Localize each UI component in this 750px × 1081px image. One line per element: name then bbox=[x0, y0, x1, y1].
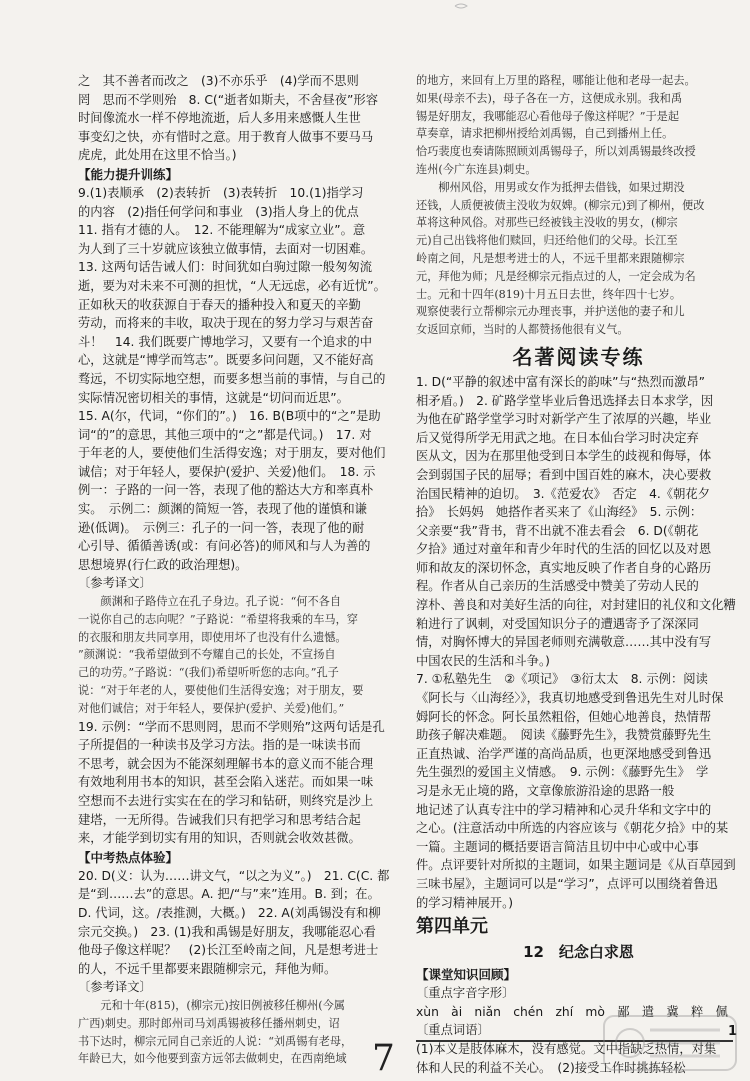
translation-line: 女返回京师，当时的人都赞扬他很有义气。 bbox=[416, 323, 629, 337]
reading-answer-line: 淳朴、善良和对美好生活的向往，对封建旧的礼仪和文化糟 bbox=[416, 598, 736, 613]
left-text-line: 为人到了三十岁就应该独立做事情，去面对一切困难。 bbox=[78, 241, 374, 256]
pinyin-row: xùn ài niǎn chén zhí mò 鄙 遣 冀 粹 佩 bbox=[416, 1004, 728, 1019]
left-text-line: 逊(低调)。 示例三：孔子的一问一答，表现了他的耐 bbox=[78, 520, 365, 535]
reading-answer-line: 后又觉得所学无用武之地。在日本仙台学习时决定弃 bbox=[416, 430, 699, 445]
translation-line: 元)自己出钱将他们赎回，归还给他们的父母。长江至 bbox=[416, 234, 678, 248]
scan-edge-shading bbox=[0, 0, 750, 40]
sub-heading-vocabulary: 〔重点词语〕 bbox=[416, 1023, 490, 1038]
translation-line: 观察使裴行立帮柳宗元办理丧事，并护送他的妻子和儿 bbox=[416, 305, 685, 319]
reading-answer-line: 之心。(注意活动中所选的内容应该与《朝花夕拾》中的某 bbox=[416, 821, 729, 836]
translation-line: 的地方，来回有上万里的路程，哪能让他和老母一起去。 bbox=[416, 74, 696, 87]
vocab-answer-line: 体和人民的利益不关心。 (2)接受工作时挑拣轻松 bbox=[416, 1060, 686, 1075]
left-text-line: ”颜渊说：“我希望做到不夸耀自己的长处，不宣扬自 bbox=[78, 648, 336, 662]
left-text-line: 有效地利用书本的知识，甚至会陷入迷茫。而如果一味 bbox=[78, 775, 374, 790]
translation-line: 锡是好朋友，我哪能忍心看他母子像这样呢？”于是起 bbox=[416, 109, 680, 123]
unit-title: 第四单元 bbox=[416, 916, 488, 938]
left-text-line: 20. D(义：认为……讲文气，“以之为义”。) 21. C(C. 都 bbox=[78, 868, 390, 883]
left-text-line: 斗！ 14. 我们既要广博地学习，又要有一个追求的中 bbox=[78, 334, 372, 349]
left-text-line: 子所提倡的一种读书及学习方法。指的是一味读书而 bbox=[78, 738, 361, 753]
left-text-line: 实。 示例二：颜渊的简短一答，表现了他的谨慎和谦 bbox=[78, 502, 367, 517]
translation-line: 元，拜他为师；凡是经柳宗元指点过的人，一定会成为名 bbox=[416, 269, 696, 283]
left-text-line: 实际情况密切相关的事情，这就是“切问而近思”。 bbox=[78, 390, 349, 405]
left-text-line: 诚信；对于年轻人，要保护(爱护、关爱)他们。 18. 示 bbox=[78, 464, 376, 479]
page-number: 1 bbox=[728, 1024, 738, 1039]
left-text-line: 逝，要为对未来不可测的担忧，“人无远虑，必有近忧”。 bbox=[78, 278, 386, 293]
reading-answer-line: 地记述了认真专注中的学习精神和心灵升华和文字中的 bbox=[416, 802, 712, 817]
reading-answer-line: 父亲要“我”背书，背不出就不准去看会 6. D(《朝花 bbox=[416, 523, 699, 538]
left-text-line: 空想而不去进行实实在在的学习和钻研，则终究是沙上 bbox=[78, 793, 374, 808]
left-text-line: 是“到……去”的意思。A. 把/“与”来”连用。B. 到；在。 bbox=[78, 887, 380, 902]
left-text-line: 劳动，而将来的丰收，取决于现在的努力学习与艰苦奋 bbox=[78, 316, 374, 331]
left-text-line: 〔参考译文〕 bbox=[78, 980, 152, 995]
left-text-line: 广西)刺史。那时郎州司马刘禹锡被移任播州刺史，诏 bbox=[78, 1016, 340, 1030]
reading-answer-line: 会到弱国子民的屈辱；看到中国百姓的麻木，决心要救 bbox=[416, 467, 712, 482]
reading-answer-line: 治国民精神的迫切。 3.《范爱农》 否定 4.《朝花夕 bbox=[416, 486, 710, 501]
translation-line: 革将这种风俗。对那些已经被钱主没收的男女，(柳宗 bbox=[416, 216, 678, 230]
left-text-line: 元和十年(815)，(柳宗元)按旧例被移任柳州(今属 bbox=[100, 998, 345, 1012]
reading-answer-line: 的学习精神展开。) bbox=[416, 895, 514, 910]
translation-line: 连州(今广东连县)刺史。 bbox=[416, 162, 537, 176]
left-text-line: 骛远，不切实际地空想，而要多想当前的事情，与自己的 bbox=[78, 371, 386, 386]
reading-answer-line: 相矛盾。) 2. 矿路学堂毕业后鲁迅选择去日本求学，因 bbox=[416, 393, 714, 408]
left-text-line: 书下达时，柳宗元同自己亲近的人说：“刘禹锡有老母， bbox=[78, 1034, 353, 1048]
left-text-line: 词“的”的意思，其他三项中的“之”都是代词。) 17. 对 bbox=[78, 427, 372, 442]
translation-line: 如果(母亲不去)，母子各在一方，这便成永别。我和禹 bbox=[416, 91, 683, 105]
left-text-line: 15. A(尔，代词，“你们的”。) 16. B(B项中的“之”是助 bbox=[78, 409, 381, 424]
reading-answer-line: 师和故友的深切怀念，真实地反映了作者自身的心路历 bbox=[416, 560, 712, 575]
sub-heading-pronunciation: 〔重点字音字形〕 bbox=[416, 986, 515, 1001]
translation-line: 恰巧裴度也奏请陈照顾刘禹锡母子，所以刘禹锡最终改授 bbox=[416, 145, 696, 159]
translation-line: 岭南之间，凡是想考进士的人，不远千里都来跟随柳宗 bbox=[416, 251, 685, 265]
translation-line: 草奏章，请求把柳州授给刘禹锡，自己到播州上任。 bbox=[416, 127, 674, 141]
left-text-line: 颜渊和子路侍立在孔子身边。孔子说：“何不各自 bbox=[100, 595, 342, 609]
left-text-line: 正如秋天的收获源自于春天的播种投入和夏天的辛勤 bbox=[78, 297, 361, 312]
left-text-line: 心引导、循循善诱(或：有问必答)的师风和与人为善的 bbox=[78, 539, 371, 554]
left-text-line: 的衣服和朋友共同享用，即使用坏了也没有什么遗憾。 bbox=[78, 630, 347, 644]
left-text-line: 罔 思而不学则殆 8. C(“逝者如斯夫，不舍昼夜”形容 bbox=[78, 92, 379, 107]
reading-answer-line: 7. ①私塾先生 ②《项记》 ③衍太太 8. 示例：阅读 bbox=[416, 672, 708, 687]
reading-answer-line: 粕进行了讽刺，对受国知识分子的遭遇寄予了深深同 bbox=[416, 616, 699, 631]
reading-answer-line: 《阿长与〈山海经〉》，我真切地感受到鲁迅先生对儿时保 bbox=[416, 691, 724, 706]
reading-answer-line: 中国农民的生活和斗争。) bbox=[416, 653, 550, 668]
left-text-line: 思想境界(行仁政的政治理想)。 bbox=[78, 557, 248, 572]
reading-answer-line: 医从文，因为在那里他受到日本学生的歧视和侮辱，体 bbox=[416, 449, 712, 464]
reading-answer-line: 助孩子解决难题。 阅读《藤野先生》，我赞赏藤野先生 bbox=[416, 728, 712, 743]
reading-answer-line: 为他在矿路学堂学习时对新学产生了浓厚的兴趣，毕业 bbox=[416, 412, 712, 427]
left-text-line: 心，这就是“博学而笃志”。既要多问问题，又不能好高 bbox=[78, 353, 374, 368]
right-column bbox=[416, 72, 741, 1077]
translation-line: 柳州风俗，用男或女作为抵押去借钱，如果过期没 bbox=[438, 180, 685, 194]
watermark-logo bbox=[600, 1010, 740, 1076]
reading-answer-line: 三味书屋》，主题词可以是“学习”，点评可以围绕着鲁迅 bbox=[416, 876, 718, 891]
vocab-answer-line: (1)本义是肢体麻木，没有感觉。文中指缺乏热情，对集 bbox=[416, 1041, 717, 1056]
left-text-line: 之 其不善者而改之 (3)不亦乐乎 (4)学而不思则 bbox=[78, 74, 359, 88]
left-text-line: 11. 指有才德的人。 12. 不能理解为“成家立业”。意 bbox=[78, 223, 366, 238]
reading-answer-line: 姆阿长的怀念。阿长虽然粗俗，但她心地善良，热情帮 bbox=[416, 709, 712, 724]
left-text-line: 年龄已大，如今他要到蛮方远邻去做刺史，在西南绝域 bbox=[78, 1052, 347, 1066]
translation-line: 还钱，人质便被债主没收为奴婢。(柳宗元)到了柳州，便改 bbox=[416, 198, 705, 212]
left-text-line: 建塔，一无所得。告诫我们只有把学习和思考结合起 bbox=[78, 812, 361, 827]
left-text-line: D. 代词，这。/表推测，大概。) 22. A(刘禹锡没有和柳 bbox=[78, 905, 381, 920]
section-title-classics-reading: 名著阅读专练 bbox=[512, 344, 645, 369]
left-text-line: 事变幻之快，亦有惜时之意。用于教育人做事不要马马 bbox=[78, 129, 374, 144]
reading-answer-line: 拾》 长妈妈 她搭作者买来了《山海经》 5. 示例： bbox=[416, 505, 703, 520]
reading-answer-line: 1. D(“平静的叙述中富有深长的韵味”与“热烈而激昂” bbox=[416, 374, 706, 389]
left-text-line: 不思考，就会因为不能深刻理解书本的意义而不能合理 bbox=[78, 756, 374, 771]
left-text-line: 〔参考译文〕 bbox=[78, 576, 152, 591]
left-text-line: 13. 这两句话告诫人们：时间犹如白驹过隙一般匆匆流 bbox=[78, 260, 372, 275]
reading-answer-line: 习是永无止境的路，文章像旅游沿途的思路一般 bbox=[416, 784, 675, 799]
left-text-line: 虎虎，此处用在这里不恰当。) bbox=[78, 148, 237, 163]
left-text-line: 宗元交换。) 23. (1)我和禹锡是好朋友，我哪能忍心看 bbox=[78, 924, 376, 939]
left-column bbox=[78, 72, 406, 1068]
left-text-line: 一说你自己的志向呢？”子路说：“希望将我乘的车马，穿 bbox=[78, 612, 358, 626]
left-text-line: 的内容 (2)指任何学问和事业 (3)指人身上的优点 bbox=[78, 204, 359, 219]
left-text-line: 【能力提升训练】 bbox=[78, 166, 179, 182]
lesson-title: 12 纪念白求恩 bbox=[523, 943, 634, 962]
left-text-line: 时间像流水一样不停地流逝，后人多用来感慨人生世 bbox=[78, 111, 361, 126]
reading-answer-line: 件。点评要针对所拟的主题词，如果主题词是《从百草园到 bbox=[416, 858, 736, 873]
reading-answer-line: 先生强烈的爱国主义情感。 9. 示例：《藤野先生》 学 bbox=[416, 765, 709, 780]
translation-continued bbox=[416, 72, 741, 339]
left-text-line: 说：“对于年老的人，要使他们生活得安逸；对于朋友，要 bbox=[78, 684, 364, 698]
left-text-line: 【中考热点体验】 bbox=[78, 849, 179, 865]
translation-line: 士。元和十四年(819)十月五日去世，终年四十七岁。 bbox=[416, 287, 682, 301]
left-text-line: 他母子像这样呢？ (2)长江至岭南之间，凡是想考进士 bbox=[78, 943, 379, 958]
left-text-line: 对他们诚信；对于年轻人，要保护(爱护、关爱)他们。” bbox=[78, 701, 345, 715]
left-text-line: 的人，不远千里都要来跟随柳宗元，拜他为师。 bbox=[78, 961, 337, 976]
classics-reading-answers bbox=[416, 373, 741, 912]
left-text-line: 19. 示例：“学而不思则罔，思而不学则殆”这两句话是孔 bbox=[78, 719, 385, 734]
left-text-line: 9.(1)表顺承 (2)表转折 (3)表转折 10.(1)指学习 bbox=[78, 185, 364, 200]
reading-answer-line: 程。作者从自己亲历的生活感受中赞美了劳动人民的 bbox=[416, 579, 699, 594]
left-text-line: 于年老的人，要使他们生活得安逸；对于朋友，要对他们 bbox=[78, 446, 386, 461]
left-text-line: 己的功劳。”子路说：“(我们)希望听听您的志向。”孔子 bbox=[78, 666, 339, 680]
handwritten-mark: 7 bbox=[372, 1038, 395, 1079]
reading-answer-line: 一篇。主题词的概括要语言简洁且切中中心或中心事 bbox=[416, 839, 699, 854]
knowledge-review-heading: 【课堂知识回顾】 bbox=[416, 967, 517, 983]
reading-answer-line: 情，对胸怀博大的异国老师则充满敬意……其中没有写 bbox=[416, 635, 712, 650]
left-text-line: 例一：子路的一问一答，表现了他的豁达大方和率真朴 bbox=[78, 483, 374, 498]
left-text-line: 来，才能学到切实有用的知识，否则就会收效甚微。 bbox=[78, 831, 361, 846]
reading-answer-line: 正直热诚、治学严谨的高尚品质，也更深地感受到鲁迅 bbox=[416, 746, 712, 761]
reading-answer-line: 夕拾》通过对童年和青少年时代的生活的回忆以及对恩 bbox=[416, 542, 712, 557]
